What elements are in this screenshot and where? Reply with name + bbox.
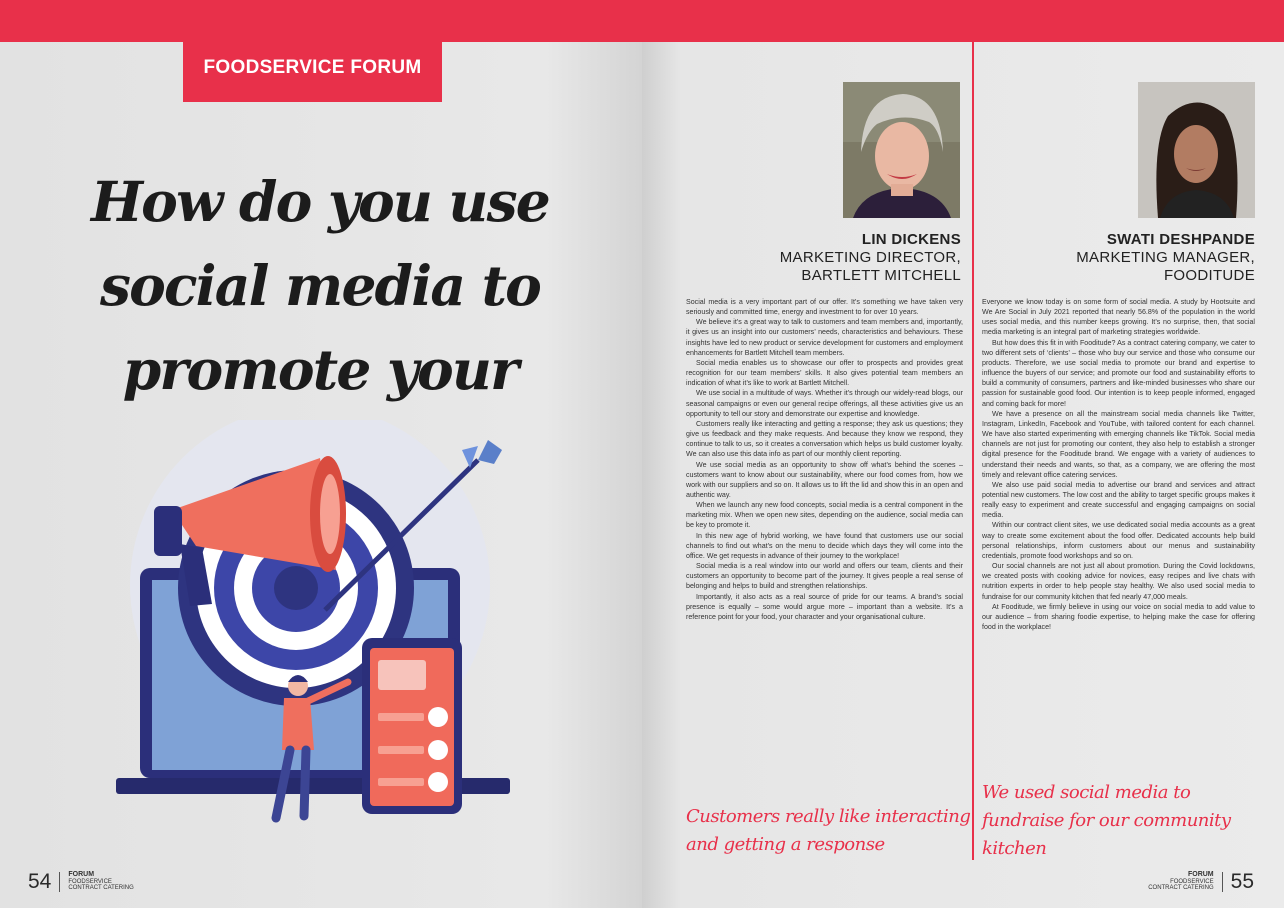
phone-card [378, 660, 426, 690]
lin-name: LIN DICKENS [861, 231, 961, 248]
folio-divider-left [59, 872, 60, 892]
swati-byline [965, 231, 1255, 285]
phone-dot-1 [428, 707, 448, 727]
section-tab [183, 42, 442, 102]
swati-paragraph: Within our contract client sites, we use dedicated social media accounts as a great way to create some excitement about the food offer. Dedicated accounts help build personal relationships, inform customers about our menus and sustainability credentials, promote food workshops and so on. [982, 521, 1255, 560]
lin-paragraph: We use social in a multitude of ways. Whether it’s through our widely-read blogs, our seasonal campaigns or even our general recipe offerings, all these activities give us an opportunity to tell our story and demonstrate our expertise and knowledge. [686, 389, 963, 418]
lin-paragraph: We believe it’s a great way to talk to customers and team members and, importantly, it gives us an insight into our customers’ needs, characteristics and behaviours. These insights have led to new product or service development for customers and employment enhancements for Bartlett Mitchell team members. [686, 318, 963, 357]
lin-paragraph: Social media is a real window into our world and offers our team, clients and their customers an opportunity to become part of the journey. It gives people a real sense of belonging and helps to build and strengthen relationships. [686, 562, 963, 591]
top-accent-bar-right [642, 0, 1284, 42]
swati-article-column [982, 297, 1255, 632]
phone-dot-3 [428, 772, 448, 792]
swati-paragraph: Our social channels are not just all about promotion. During the Covid lockdowns, we created posts with cooking advice for novices, easy recipes and live chats with nutrition experts in order to help people stay healthy. We also used social media to fundraise for our community kitchen that fed nearly 47,000 meals. [982, 562, 1255, 601]
swati-paragraph: We have a presence on all the mainstream social media channels like Twitter, Instagram, LinkedIn, Facebook and YouTube, with tailored content for each channel. We have also started experimenting with emerging channels like TikTok. Social media channels are not just for promoting our content, they also help to establish a stronger digital presence for the Fooditude brand. We engage with a variety of audiences to understand their needs and wants, so that, as a company, we are offering the most timely and relevant office catering services. [982, 409, 1255, 479]
swati-role-line1: MARKETING MANAGER, [1076, 249, 1255, 266]
lin-paragraph: Social media is a very important part of our offer. It’s something we have taken very seriously and committed time, energy and investment to for over 10 years. [686, 298, 963, 317]
brand-line2-left: CONTRACT CATERING [68, 885, 134, 892]
megaphone-handle [154, 506, 182, 556]
megaphone-mouth-inner [320, 474, 340, 554]
brand-line1-left: FOODSERVICE [68, 878, 112, 885]
swati-paragraph: Everyone we know today is on some form of social media. A study by Hootsuite and We Are Social in July 2021 reported that nearly 56.8% of the population in the world uses social media, and this number keeps growing. It’s no surprise, then, that social media marketing is an integral part of marketing strategies worldwide. [982, 298, 1255, 337]
lin-role-line1: MARKETING DIRECTOR, [779, 249, 961, 266]
person-leg-right [304, 750, 306, 816]
phone-line-2 [378, 746, 424, 754]
brand-mark-right [1148, 872, 1213, 892]
left-folio [28, 870, 134, 894]
swati-role-line2: FOODITUDE [1163, 267, 1255, 284]
page-number-left: 54 [28, 870, 52, 893]
swati-deshpande-portrait [1138, 82, 1255, 218]
lin-pullquote: Customers really like interacting and getting a response [686, 806, 971, 855]
brand-title-left: FORUM [68, 871, 95, 879]
right-page [642, 0, 1284, 908]
swati-paragraph: At Fooditude, we firmly believe in using our voice on social media to add value to our audience – from sharing foodie expertise, to helping make the case for offering food in the workplace! [982, 602, 1255, 631]
brand-line1-right: FOODSERVICE [1170, 878, 1214, 885]
lin-article-column [686, 297, 963, 622]
arrow-fletching [478, 440, 502, 464]
lin-paragraph: We use social media as an opportunity to show off what’s behind the scenes – customers want to know about our sustainability, where our food comes from, how we work with our suppliers and so on. It allows us to lift the lid and show this in an open and authentic way. [686, 460, 963, 499]
folio-divider-right [1222, 872, 1223, 892]
lin-dickens-portrait [843, 82, 960, 218]
phone-dot-2 [428, 740, 448, 760]
lin-role-line2: BARTLETT MITCHELL [801, 267, 961, 284]
swati-paragraph: But how does this fit in with Fooditude? As a contract catering company, we cater to two different sets of ‘clients’ – those who buy our service and those who consume our products. Therefore, we use social media to promote our brand and expertise to influence the buyers of our service; and promote our food and sustainability efforts to build a community of consumers, partners and like-minded businesses who share our passion for sustainable good food. Our intention is to keep people informed, engaged and coming back for more! [982, 338, 1255, 408]
social-media-illustration [110, 420, 530, 830]
lin-byline [671, 231, 961, 285]
swati-pullquote: We used social media to fundraise for our community kitchen [982, 782, 1231, 859]
swati-name: SWATI DESHPANDE [1106, 231, 1255, 248]
person-torso [282, 698, 314, 750]
phone-line-3 [378, 778, 424, 786]
lin-paragraph: When we launch any new food concepts, social media is a central component in the marketing mix. When we open new sites, depending on the audience, social media can be key to promote it. [686, 501, 963, 530]
target-bullseye [274, 566, 318, 610]
section-tab-label: FOODSERVICE FORUM [203, 57, 422, 78]
right-folio [1148, 870, 1254, 894]
column-divider [972, 42, 974, 860]
brand-line2-right: CONTRACT CATERING [1148, 885, 1214, 892]
top-accent-bar [0, 0, 642, 42]
swati-paragraph: We also use paid social media to advertise our brand and services and attract potential new customers. The low cost and the ability to target specific groups makes it really easy to experiment and create successful and engaging campaigns on social media. [982, 480, 1255, 520]
headline: How do you use social media to promote your [91, 169, 549, 402]
lin-paragraph: Customers really like interacting and getting a response; they ask us questions; they give us feedback and they make requests. And because they know we respond, they continue to talk to us, so it creates a conversation which helps us build customer loyalty. We can also use this data info as part of our monthly client reporting. [686, 419, 963, 459]
brand-mark-left [68, 872, 133, 892]
brand-title-right: FORUM [1187, 871, 1214, 879]
phone-line-1 [378, 713, 424, 721]
lin-paragraph: Social media enables us to showcase our offer to prospects and provides great recognition for our team members’ skills. It also gives potential team members an indication of what it’s like to work at Bartlett Mitchell. [686, 358, 963, 388]
page-number-right: 55 [1230, 870, 1254, 893]
lin-paragraph: In this new age of hybrid working, we have found that customers use our social channels to find out what’s on the menu to decide which days they will come into the office. We get requests in advance of their journey to the workplace! [686, 531, 963, 560]
lin-paragraph: Importantly, it also acts as a real source of pride for our teams. A brand’s social presence is equally – some would argue more – important than a website. It’s a reference point for your food, your character and your organisational culture. [686, 592, 963, 621]
